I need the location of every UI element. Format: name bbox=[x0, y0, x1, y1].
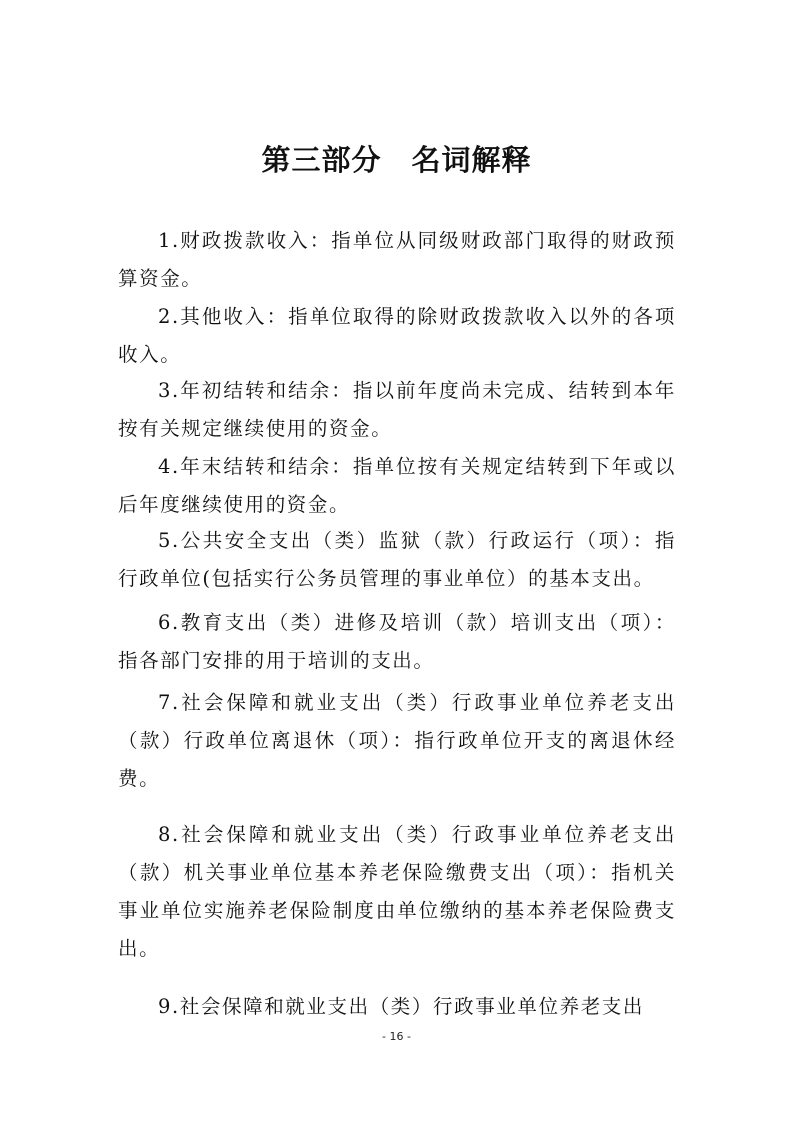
definition-paragraph-8: 8.社会保障和就业支出（类）行政事业单位养老支出（款）机关事业单位基本养老保险缴费支出（项）：指机关事业单位实施养老保险制度由单位缴纳的基本养老保险费支出。 bbox=[118, 823, 676, 960]
definition-paragraph-9: 9.社会保障和就业支出（类）行政事业单位养老支出 bbox=[158, 995, 645, 1018]
definition-paragraph-5: 5.公共安全支出（类）监狱（款）行政运行（项）：指行政单位(包括实行公务员管理的事业单位）的基本支出。 bbox=[118, 529, 676, 590]
definition-paragraph-2: 2.其他收入：指单位取得的除财政拨款收入以外的各项收入。 bbox=[118, 305, 676, 366]
page-number: - 16 - bbox=[382, 1030, 411, 1043]
definition-paragraph-3: 3.年初结转和结余：指以前年度尚未完成、结转到本年按有关规定继续使用的资金。 bbox=[118, 379, 676, 440]
definition-paragraph-7: 7.社会保障和就业支出（类）行政事业单位养老支出（款）行政单位离退休（项）：指行政单位开支的离退休经费。 bbox=[118, 691, 676, 790]
page-title: 第三部分 名词解释 bbox=[261, 143, 532, 177]
definition-paragraph-6: 6.教育支出（类）进修及培训（款）培训支出（项）：指各部门安排的用于培训的支出。 bbox=[118, 611, 676, 672]
definition-paragraph-4: 4.年末结转和结余：指单位按有关规定结转到下年或以后年度继续使用的资金。 bbox=[118, 455, 676, 516]
definition-paragraph-1: 1.财政拨款收入：指单位从同级财政部门取得的财政预算资金。 bbox=[118, 229, 676, 290]
